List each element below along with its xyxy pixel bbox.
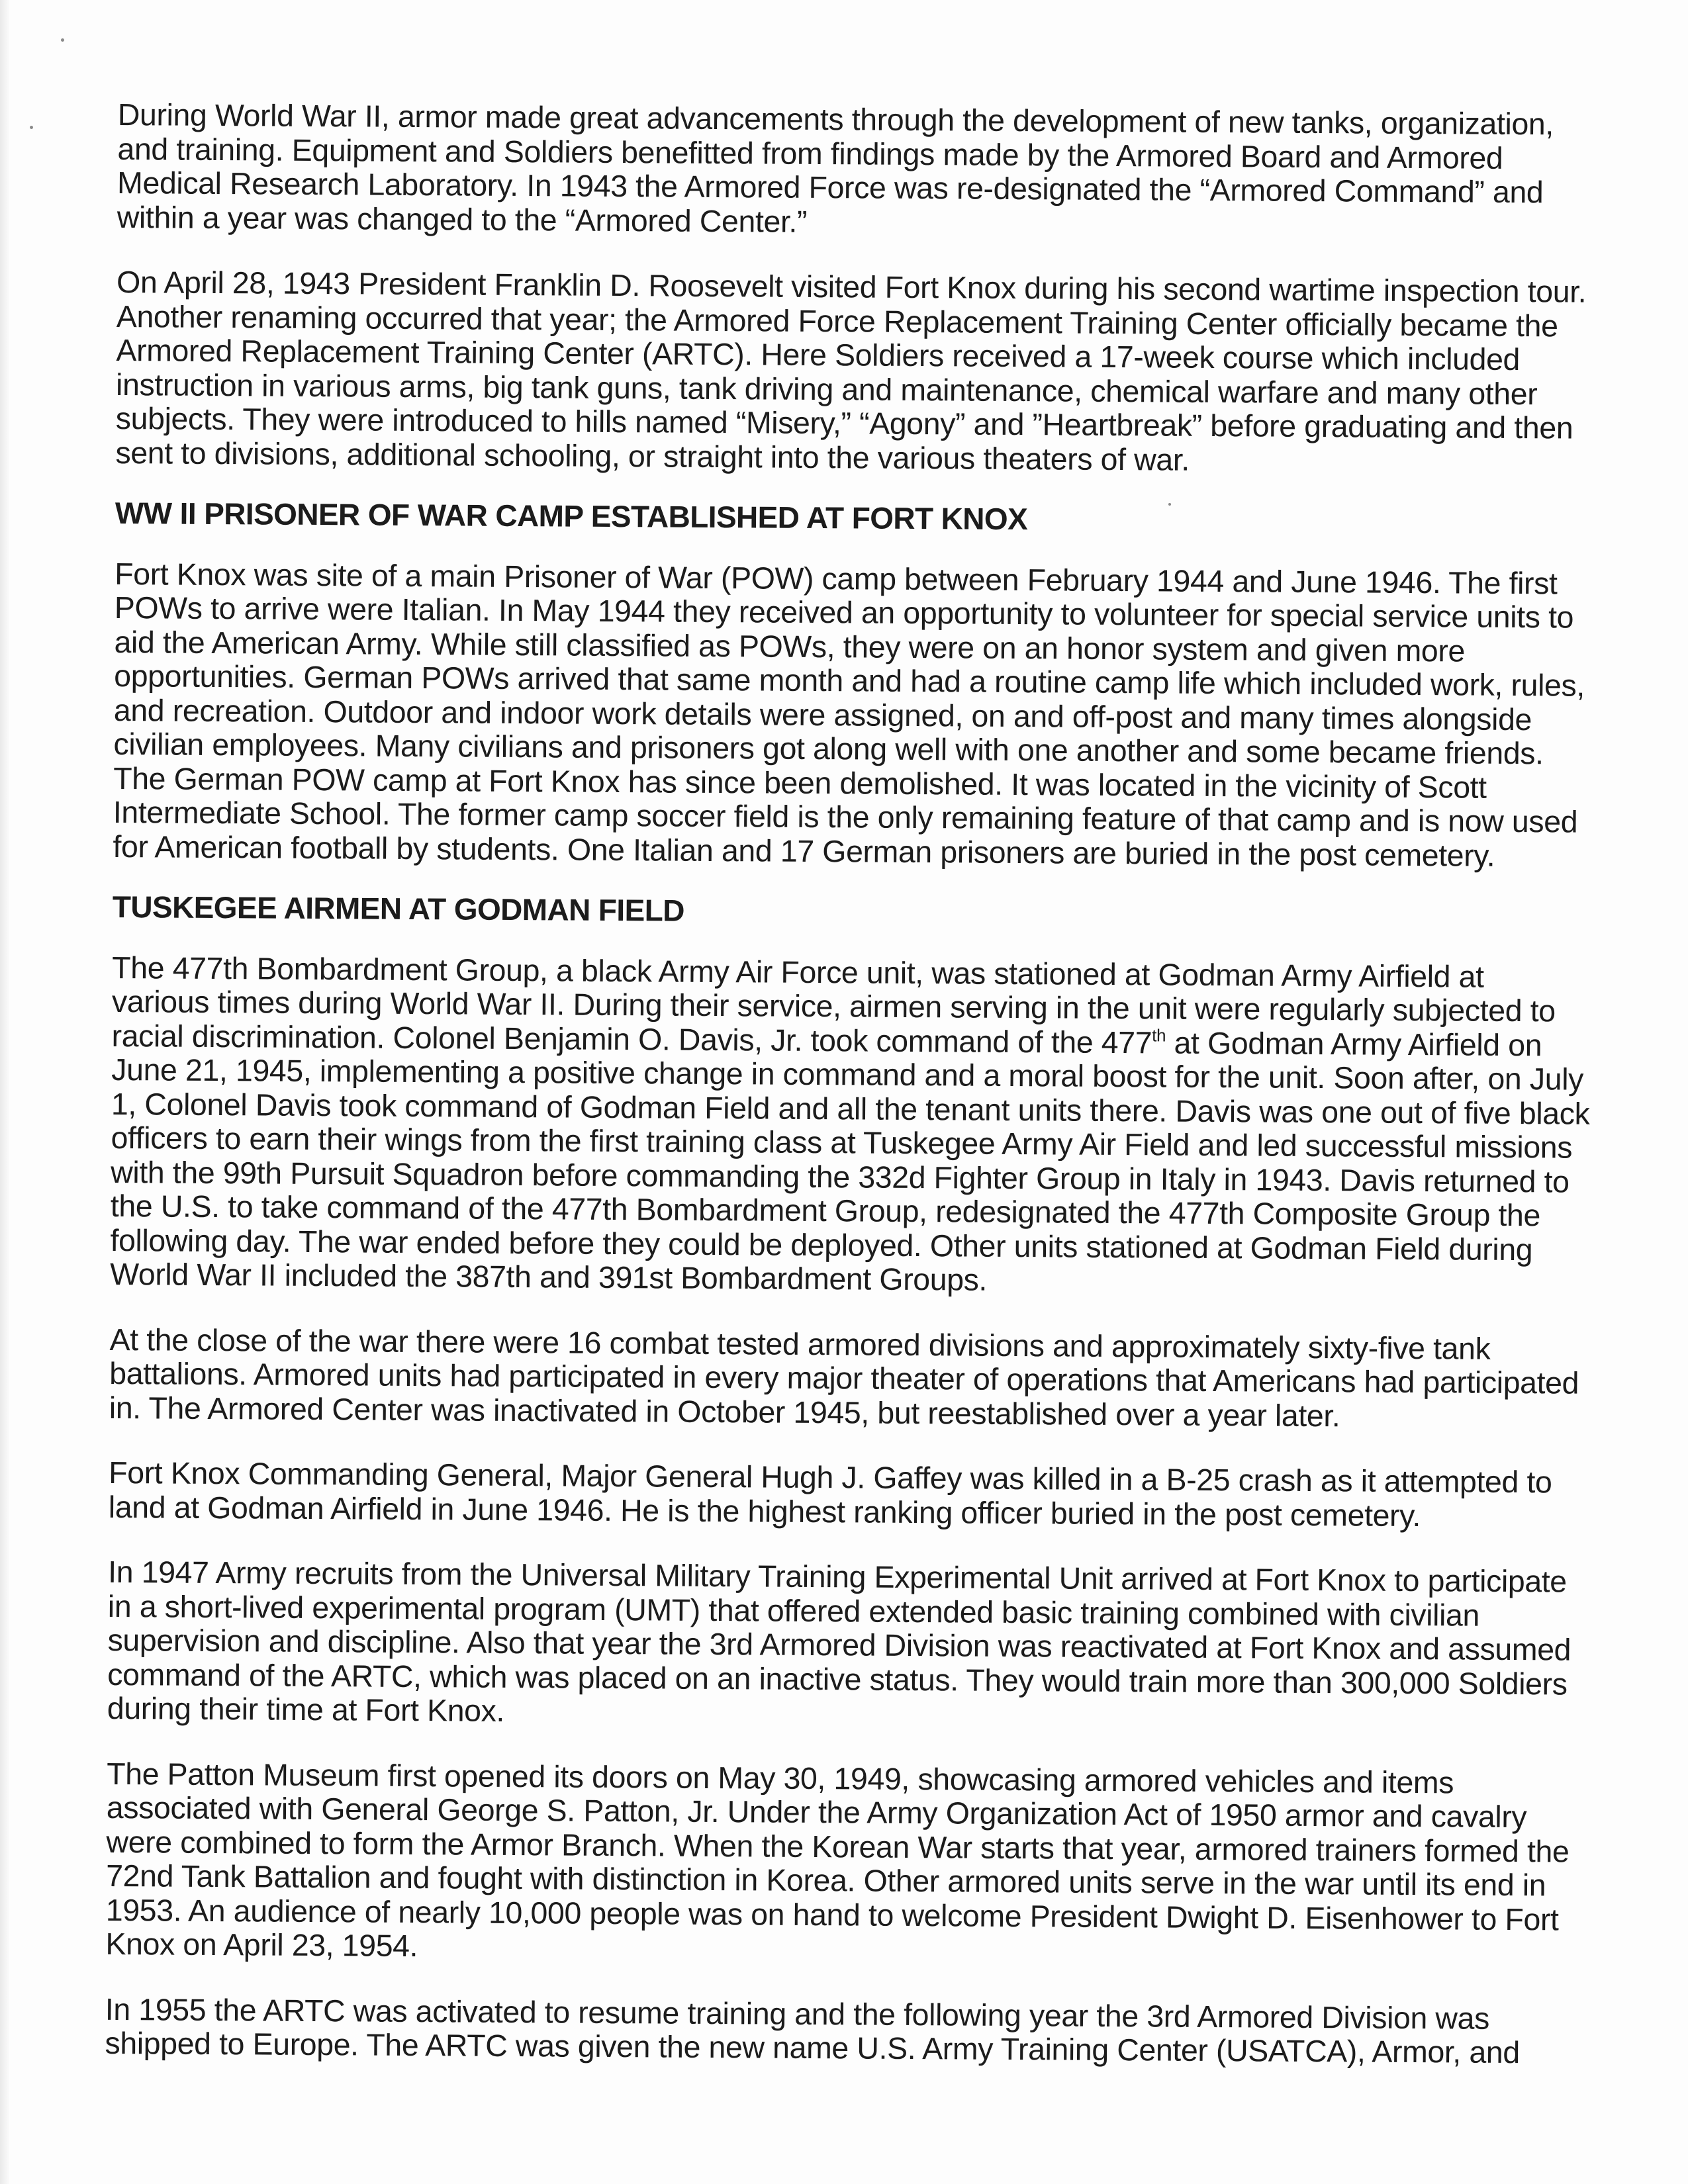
paragraph: [109, 1322, 1593, 1434]
text-line: sent to divisions, additional schooling, or straight into the various theaters of war.: [115, 435, 1190, 477]
text-line: 72nd Tank Battalion and fought with distinction in Korea. Other armored units serve in the war until its end in: [106, 1858, 1546, 1903]
text-line: subjects. They were introduced to hills named “Misery,” “Agony” and ”Heartbreak” before graduating and then: [115, 400, 1573, 445]
text-line: and training. Equipment and Soldiers benefitted from findings made by the Armored Board and Armored: [117, 131, 1503, 175]
text-line: the U.S. to take command of the 477th Bombardment Group, redesignated the 477th Composite Group the: [110, 1188, 1541, 1233]
paragraph: [113, 557, 1597, 873]
text-line-tail: at Godman Army Airfield on: [1165, 1025, 1542, 1062]
text-line: in a short-lived experimental program (UMT) that offered extended basic training combined with civilian: [107, 1588, 1480, 1633]
text-line: Fort Knox Commanding General, Major General Hugh J. Gaffey was killed in a B-25 crash as it attempted to: [109, 1455, 1552, 1500]
scan-speck: [30, 126, 33, 129]
text-line: instruction in various arms, big tank guns, tank driving and maintenance, chemical warfare and many other: [115, 367, 1538, 411]
paragraph: [105, 1756, 1589, 1971]
text-line: aid the American Army. While still classified as POWs, they were on an honor system and given more: [114, 624, 1466, 668]
text-line: associated with General George S. Patton, Jr. Under the Army Organization Act of 1950 armor and cavalry: [106, 1790, 1527, 1835]
ordinal-superscript: th: [1152, 1024, 1166, 1046]
text-line: In 1947 Army recruits from the Universal Military Training Experimental Unit arrived at Fort Knox to participate: [108, 1554, 1567, 1599]
text-line: in. The Armored Center was inactivated in October 1945, but reestablished over a year later.: [109, 1390, 1340, 1433]
scan-speck: [61, 38, 64, 42]
text-line: battalions. Armored units had participated in every major theater of operations that Americans had participated: [109, 1355, 1579, 1400]
text-line: within a year was changed to the “Armored Center.”: [117, 199, 808, 239]
text-line: 1953. An audience of nearly 10,000 people was on hand to welcome President Dwight D. Eisenhower to Fort: [105, 1892, 1559, 1936]
paragraph: [109, 1456, 1592, 1534]
text-line: were combined to form the Armor Branch. When the Korean War starts that year, armored trainers formed the: [106, 1824, 1570, 1869]
text-line: opportunities. German POWs arrived that same month and had a routine camp life which included work, rules,: [114, 658, 1585, 703]
text-line: At the close of the war there were 16 combat tested armored divisions and approximately sixty-five tank: [109, 1322, 1491, 1366]
text-line: command of the ARTC, which was placed on an inactive status. They would train more than 300,000 Soldiers: [107, 1657, 1568, 1702]
text-line: civilian employees. Many civilians and prisoners got along well with one another and some became friends.: [113, 726, 1544, 771]
text-line: The Patton Museum first opened its doors on May 30, 1949, showcasing armored vehicles and items: [107, 1756, 1454, 1799]
paragraph: [110, 950, 1595, 1301]
text-line: shipped to Europe. The ARTC was given the new name U.S. Army Training Center (USATCA), Armor, and: [105, 2025, 1521, 2070]
section-heading: WW II PRISONER OF WAR CAMP ESTABLISHED AT FORT KNOX: [115, 495, 1028, 537]
document-body: [105, 98, 1601, 2101]
text-line: with the 99th Pursuit Squadron before commanding the 332d Fighter Group in Italy in 1943. Davis returned to: [111, 1154, 1570, 1199]
text-line: On April 28, 1943 President Franklin D. Roosevelt visited Fort Knox during his second wartime inspection tour.: [116, 264, 1587, 309]
text-line: Armored Replacement Training Center (ARTC). Here Soldiers received a 17-week course which included: [116, 332, 1521, 377]
text-line: POWs to arrive were Italian. In May 1944 they received an opportunity to volunteer for special service units to: [114, 590, 1574, 635]
text-line-main: racial discrimination. Colonel Benjamin O. Davis, Jr. took command of the 477: [111, 1018, 1152, 1060]
text-line: land at Godman Airfield in June 1946. He is the highest ranking officer buried in the post cemetery.: [108, 1489, 1421, 1533]
text-line: The German POW camp at Fort Knox has since been demolished. It was located in the vicinity of Scott: [113, 760, 1487, 805]
text-line: In 1955 the ARTC was activated to resume training and the following year the 3rd Armored Division was: [105, 1991, 1490, 2036]
text-line: various times during World War II. During their service, airmen serving in the unit were regularly subjected to: [111, 983, 1556, 1028]
text-line: The 477th Bombardment Group, a black Army Air Force unit, was stationed at Godman Army Airfield at: [112, 950, 1484, 994]
paragraph: [117, 98, 1601, 244]
text-line: Knox on April 23, 1954.: [105, 1926, 418, 1964]
text-line: during their time at Fort Knox.: [107, 1690, 505, 1728]
text-line: Fort Knox was site of a main Prisoner of War (POW) camp between February 1944 and June 1946. The first: [115, 556, 1558, 600]
scan-edge-shadow: [0, 0, 9, 2184]
text-line: supervision and discipline. Also that year the 3rd Armored Division was reactivated at Fort Knox and assumed: [107, 1622, 1571, 1667]
text-line: June 21, 1945, implementing a positive change in command and a moral boost for the unit. Soon after, on July: [111, 1052, 1584, 1097]
section-heading: TUSKEGEE AIRMEN AT GODMAN FIELD: [112, 889, 684, 928]
text-line: World War II included the 387th and 391st Bombardment Groups.: [110, 1256, 988, 1297]
text-line: 1, Colonel Davis took command of Godman Field and all the tenant units there. Davis was one out of five black: [111, 1086, 1590, 1131]
paragraph: [105, 1992, 1588, 2070]
text-line: Intermediate School. The former camp soccer field is the only remaining feature of that camp and is now used: [113, 794, 1578, 839]
paragraph: [107, 1555, 1591, 1735]
text-line: Medical Research Laboratory. In 1943 the Armored Force was re-designated the “Armored Command” and: [117, 165, 1544, 210]
paragraph: [115, 265, 1599, 480]
text-line: and recreation. Outdoor and indoor work details were assigned, on and off-post and many times alongside: [113, 692, 1532, 737]
text-line: Another renaming occurred that year; the Armored Force Replacement Training Center officially became the: [116, 298, 1558, 343]
text-line: following day. The war ended before they could be deployed. Other units stationed at Godman Field during: [110, 1222, 1533, 1267]
text-line: officers to earn their wings from the first training class at Tuskegee Army Air Field and led successful missions: [111, 1120, 1573, 1165]
text-line: During World War II, armor made great advancements through the development of new tanks, organization,: [117, 97, 1554, 142]
text-line: for American football by students. One Italian and 17 German prisoners are buried in the post cemetery.: [113, 829, 1495, 873]
